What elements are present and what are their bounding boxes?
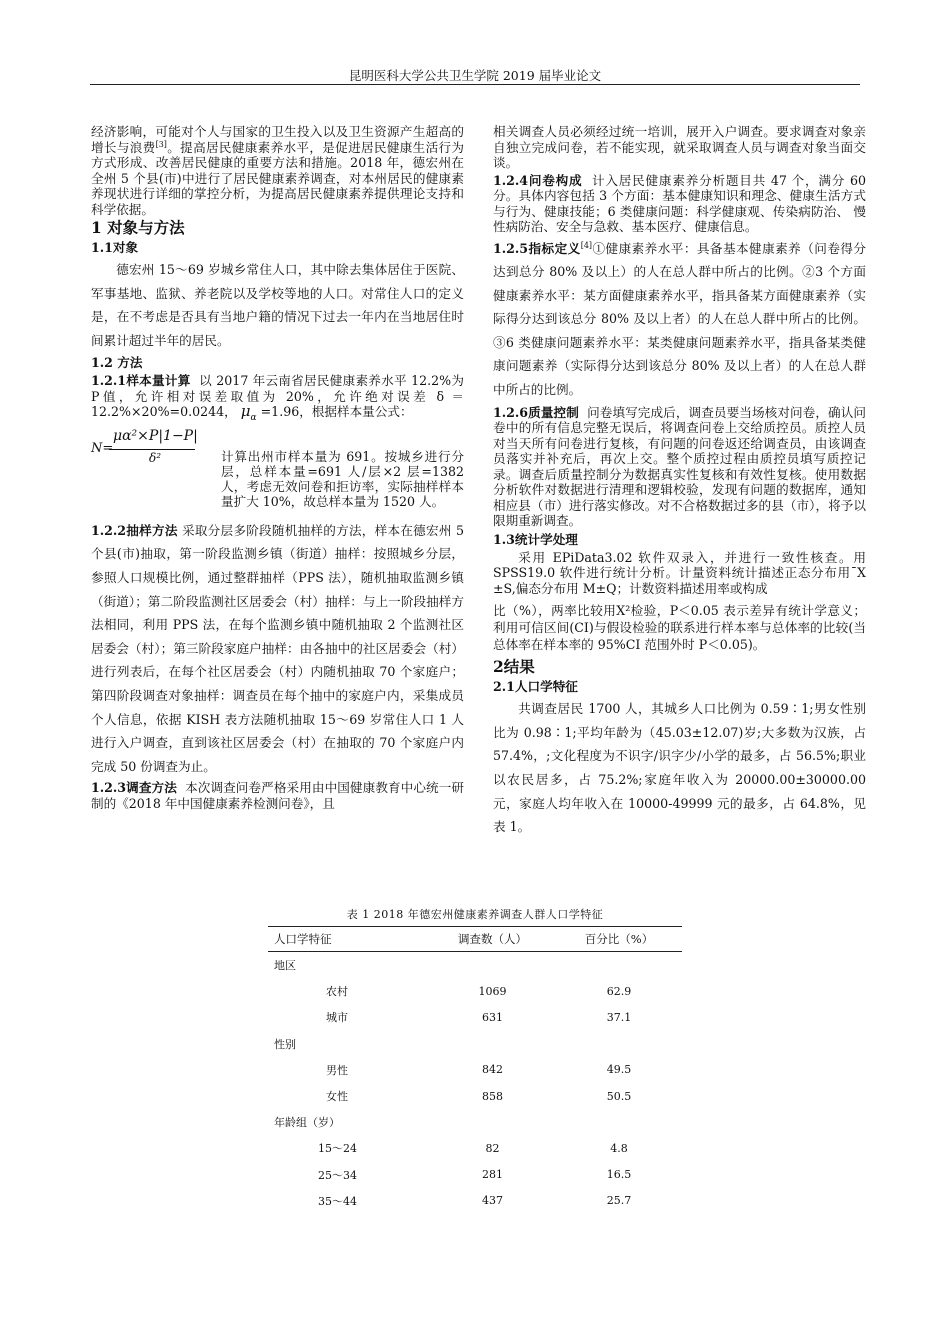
page-header: 昆明医科大学公共卫生学院 2019 届毕业论文 [348,68,602,83]
row-percent [556,1109,682,1135]
row-percent [556,1031,682,1057]
quality-paragraph [493,405,866,529]
row-percent: 4.8 [610,1141,628,1155]
sample-size-formula [91,427,464,509]
row-count: 437 [481,1194,503,1208]
row-count: 631 [481,1010,503,1024]
row-count: 858 [481,1089,503,1103]
sample-size-text: 以 2017 年云南省居民健康素养水平 12.2%为P值，允许相对误差取值为 20%，允许绝对误差 δ ＝12.2%×20%=0.0244， [91,373,464,420]
row-percent: 25.7 [606,1194,632,1208]
row-count [429,952,556,979]
table-row [268,1004,682,1030]
row-label: 35～44 [318,1194,357,1208]
table-row [268,1188,682,1214]
statistics-heading: 1.3统计学处理 [493,531,578,547]
row-percent [556,952,682,979]
row-label: 农村 [326,985,348,999]
mu-alpha-symbol: $\mu_\alpha$ [240,402,257,424]
table-caption: 表 1 2018 年德宏州健康素养调查人群人口学特征 [346,908,604,921]
section-heading-results: 2结果 [493,657,535,677]
table-header-row [268,927,682,952]
section-heading-methods: 1 对象与方法 [91,218,185,237]
row-count: 842 [481,1063,503,1077]
sample-size-paragraph [91,373,464,427]
table-row [268,1031,682,1057]
table-row [268,1083,682,1109]
demographics-paragraph: 共调查居民 1700 人，其城乡人口比例为 0.59∶1;男女性别比为 0.98∶1;平均年龄为（45.03±12.07)岁;大多数为汉族，占 57.4%，;文化程度为不识字/识字少/小学的最多，占 56.5%;职业以农民居多，占 75.2%;家庭年收入为 20000.00±30000.00 元，家庭人均年收入在 10000-49999 元的最多，占 64.8%，见表 1。 [493,701,866,835]
row-count: 82 [485,1141,500,1155]
indicator-heading: 1.2.5指标定义 [493,240,581,256]
intro-paragraph [91,124,464,217]
header-divider [90,84,860,85]
table-row [268,952,682,979]
demographics-table [268,906,682,1214]
row-label: 地区 [274,959,296,973]
row-label: 年龄组（岁） [274,1116,340,1130]
sample-size-heading: 1.2.1样本量计算 [91,373,191,389]
row-percent: 49.5 [606,1063,632,1077]
quality-heading: 1.2.6质量控制 [493,404,579,420]
formula-denominator: δ² [149,450,162,465]
right-column [493,124,866,839]
subsection-heading-demographics: 2.1人口学特征 [493,679,578,695]
row-count [429,1109,556,1135]
citation-ref: [3] [155,139,167,149]
row-label: 女性 [326,1090,348,1104]
row-percent: 50.5 [606,1089,632,1103]
row-label: 城市 [326,1011,348,1025]
row-percent: 37.1 [606,1010,632,1024]
row-label: 男性 [326,1063,348,1077]
header-characteristic: 人口学特征 [268,927,429,952]
statistics-paragraph: 采用 EPiData3.02 软件双录入，并进行一致性核查。用 SPSS19.0 软件进行统计分析。计量资料统计描述正态分布用¯X ±S,偏态分布用 M±Q；计数资料描述用率或构成 [493,549,866,596]
quality-text: 问卷填写完成后，调查员要当场核对问卷，确认问卷中的所有信息完整无误后，将调查问卷上交给质控员。质控人员对当天所有问卷进行复核，有问题的问卷返还给调查员，由该调查员落实并补充后，再次上交。整个质控过程由质控员填写质控记录。调查后质量控制分为数据真实性复核和有效性复核。使用数据分析软件对数据进行清理和逻辑校验，发现有问题的数据库，通知相应县（市）进行落实修改。对不合格数据过多的县（市），将予以限期重新调查。 [493,404,867,529]
row-percent: 62.9 [606,984,632,998]
table-row [268,1135,682,1161]
table-row [268,1057,682,1083]
subjects-paragraph: 德宏州 15～69 岁城乡常住人口，其中除去集体居住于医院、军事基地、监狱、养老院以及学校等地的人口。对常住人口的定义是，在不考虑是否具有当地户籍的情况下过去一年内在当地居住时间累计超过半年的居民。 [91,262,464,348]
questionnaire-paragraph [493,173,866,235]
questionnaire-text: 计入居民健康素养分析题目共 47 个，满分 60 分。具体内容包括 3 个方面：基本健康知识和理念、健康生活方式与行为、健康技能；6 类健康问题：科学健康观、传染病防治、 慢性病防治、安全与急救、基本医疗、健康信息。 [493,172,866,234]
header-count: 调查数（人） [429,927,556,952]
table-row [268,978,682,1004]
citation-ref: [4] [580,240,593,250]
table-row [268,1162,682,1188]
formula-numerator: μα²×P|1−P| [113,427,198,444]
intro-text: 经济影响，可能对个人与国家的卫生投入以及卫生资源产生超高的增长与浪费 [91,124,464,155]
sample-size-text-2: =1.96，根据样本量公式： [260,404,413,420]
row-count: 1069 [478,984,507,998]
sample-size-result: 计算出州市样本量为 691。按城乡进行分层，总样本量=691 人/层×2 层=1382 人，考虑无效问卷和拒访率，实际抽样样本量扩大 10%，故总样本量为 1520 人。 [221,448,464,509]
row-label: 性别 [274,1037,296,1051]
survey-method-paragraph [91,780,464,811]
row-percent: 16.5 [606,1168,632,1182]
survey-method-cont: 相关调查人员必须经过统一培训，展开入户调查。要求调查对象亲自独立完成问卷，若不能实现，就采取调查人员与调查对象当面交谈。 [493,124,866,170]
header-percent: 百分比（%） [556,927,682,952]
statistics-paragraph-2: 比（%），两率比较用X²检验，P＜0.05 表示差异有统计学意义；利用可信区间(CI)与假设检验的联系进行样本率与总体率的比较(当总体率在样本率的 95%CI 范围外时 P＜0.05)。 [493,603,866,653]
formula-lhs: N= [91,440,114,456]
sampling-paragraph: 采取分层多阶段随机抽样的方法，样本在德宏州 5 个县(市)抽取，第一阶段监测乡镇（街道）抽样：按照城乡分层，参照人口规模比例，通过整群抽样（PPS 法），随机抽取监测乡镇（街道）；第二阶段监测社区居委会（村）抽样：与上一阶段抽样方法相同，利用 PPS 法，在每个监测乡镇中随机抽取 2 个监测社区居委会（村）；第三阶段家庭户抽样：由各抽中的社区居委会（村）进行列表后，在每个社区居委会（村）内随机抽取 70 个家庭户；第四阶段调查对象抽样：调查员在每个抽中的家庭户内，采集成员个人信息，依据 KISH 表方法随机抽取 15～69 岁常住人口 1 人进行入户调查，直到该社区居委会（村）在抽取的 70 个家庭户内完成 50 份调查为止。 [91,522,464,774]
questionnaire-heading: 1.2.4问卷构成 [493,172,583,188]
row-label: 15～24 [318,1142,357,1156]
table-row [268,1109,682,1135]
subsection-heading-methods: 1.2 方法 [91,355,143,371]
indicator-text: ①健康素养水平：具备基本健康素养（问卷得分达到总分 80% 及以上）的人在总人群中所占的比例。②3 个方面健康素养水平：某方面健康素养水平，指具备某方面健康素养（实际得分达到该总分 80% 及以上者）的人在总人群中所占的比例。③6 类健康问题素养水平：某类健康问题素养水平，指具备某类健康问题素养（实际得分达到该总分 80% 及以上者）的人在总人群中所占的比例。 [493,240,867,398]
survey-method-text: 本次调查问卷严格采用由中国健康教育中心统一研制的《2018 年中国健康素养检测问卷》，且 [91,780,465,811]
row-count [429,1031,556,1057]
row-label: 25～34 [318,1168,357,1182]
intro-text-cont: 。提高居民健康素养水平，是促进居民健康生活行为方式形成、改善居民健康的重要方法和措施。2018 年，德宏州在全州 5 个县(市)中进行了居民健康素养调查，对本州居民的健康素养现状进行详细的掌控分析，为提高居民健康素养提供理论支持和科学依据。 [91,139,465,217]
survey-method-heading: 1.2.3调查方法 [91,780,177,796]
row-count: 281 [481,1168,503,1182]
indicator-paragraph [493,237,866,402]
left-column [91,124,464,811]
subsection-heading-subjects: 1.1对象 [91,240,139,255]
fraction-bar [109,449,195,450]
sampling-heading: 1.2.2抽样方法 [91,522,178,538]
